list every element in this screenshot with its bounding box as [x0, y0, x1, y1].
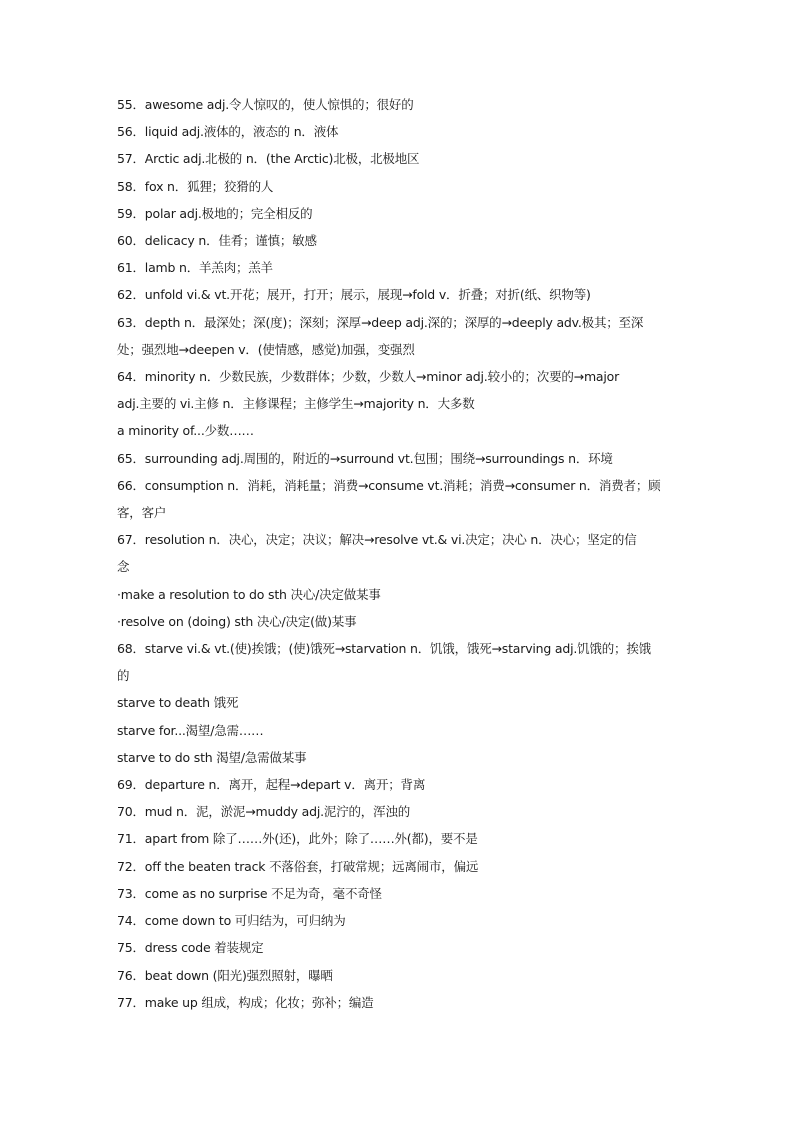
- entry-57: 57．Arctic adj.北极的 n．(the Arctic)北极，北极地区: [117, 151, 420, 167]
- phrase-resolve-on: ·resolve on (doing) sth 决心/决定(做)某事: [117, 613, 357, 629]
- vocabulary-list: [117, 91, 682, 1016]
- entry-77: 77．make up 组成，构成；化妆；弥补；编造: [117, 994, 374, 1010]
- entry-61: 61．lamb n．羊羔肉；羔羊: [117, 260, 273, 276]
- entry-55: 55．awesome adj.令人惊叹的，使人惊惧的；很好的: [117, 97, 414, 112]
- entry-67: 67．resolution n．决心，决定；决议；解决→resolve vt.& vi.决定；决心 n．决心；坚定的信: [117, 532, 637, 548]
- phrase-minority-of: a minority of...少数……: [117, 423, 254, 439]
- entry-63-cont: 处；强烈地→deepen v．(使情感，感觉)加强，变强烈: [117, 341, 415, 357]
- phrase-make-a-resolution: ·make a resolution to do sth 决心/决定做某事: [117, 586, 381, 602]
- entry-62: 62．unfold vi.& vt.开花；展开，打开；展示，展现→fold v．折叠；对折(纸、织物等): [117, 287, 591, 303]
- phrase-starve-for: starve for...渴望/急需……: [117, 722, 264, 738]
- entry-68: 68．starve vi.& vt.(使)挨饿；(使)饿死→starvation n．饥饿，饿死→starving adj.饥饿的；挨饿: [117, 641, 651, 657]
- entry-65: 65．surrounding adj.周围的，附近的→surround vt.包围；围绕→surroundings n．环境: [117, 450, 613, 466]
- phrase-starve-to-death: starve to death 饿死: [117, 695, 239, 711]
- entry-60: 60．delicacy n．佳肴；谨慎；敏感: [117, 233, 317, 249]
- entry-69: 69．departure n．离开，起程→depart v．离开；背离: [117, 777, 426, 793]
- entry-66: 66．consumption n．消耗，消耗量；消费→consume vt.消耗；消费→consumer n．消费者；顾: [117, 477, 661, 493]
- entry-67-cont: 念: [117, 559, 130, 575]
- entry-64-cont: adj.主要的 vi.主修 n．主修课程；主修学生→majority n．大多数: [117, 396, 475, 412]
- entry-71: 71．apart from 除了……外(还)，此外；除了……外(都)，要不是: [117, 831, 478, 847]
- entry-68-cont: 的: [117, 668, 130, 684]
- entry-58: 58．fox n．狐狸；狡猾的人: [117, 178, 274, 194]
- entry-72: 72．off the beaten track 不落俗套，打破常规；远离闹市，偏远: [117, 858, 479, 874]
- entry-73: 73．come as no surprise 不足为奇，毫不奇怪: [117, 885, 382, 901]
- entry-59: 59．polar adj.极地的；完全相反的: [117, 205, 313, 221]
- entry-70: 70．mud n．泥，淤泥→muddy adj.泥泞的，浑浊的: [117, 804, 410, 820]
- entry-64: 64．minority n．少数民族，少数群体；少数，少数人→minor adj.较小的；次要的→major: [117, 369, 620, 385]
- entry-66-cont: 客，客户: [117, 505, 167, 521]
- entry-56: 56．liquid adj.液体的，液态的 n．液体: [117, 124, 339, 140]
- entry-76: 76．beat down (阳光)强烈照射，曝晒: [117, 967, 333, 983]
- entry-63: 63．depth n．最深处；深(度)；深刻；深厚→deep adj.深的；深厚的→deeply adv.极其；至深: [117, 314, 644, 330]
- entry-74: 74．come down to 可归结为，可归纳为: [117, 913, 346, 929]
- entry-75: 75．dress code 着装规定: [117, 940, 264, 956]
- phrase-starve-to-do: starve to do sth 渴望/急需做某事: [117, 749, 307, 765]
